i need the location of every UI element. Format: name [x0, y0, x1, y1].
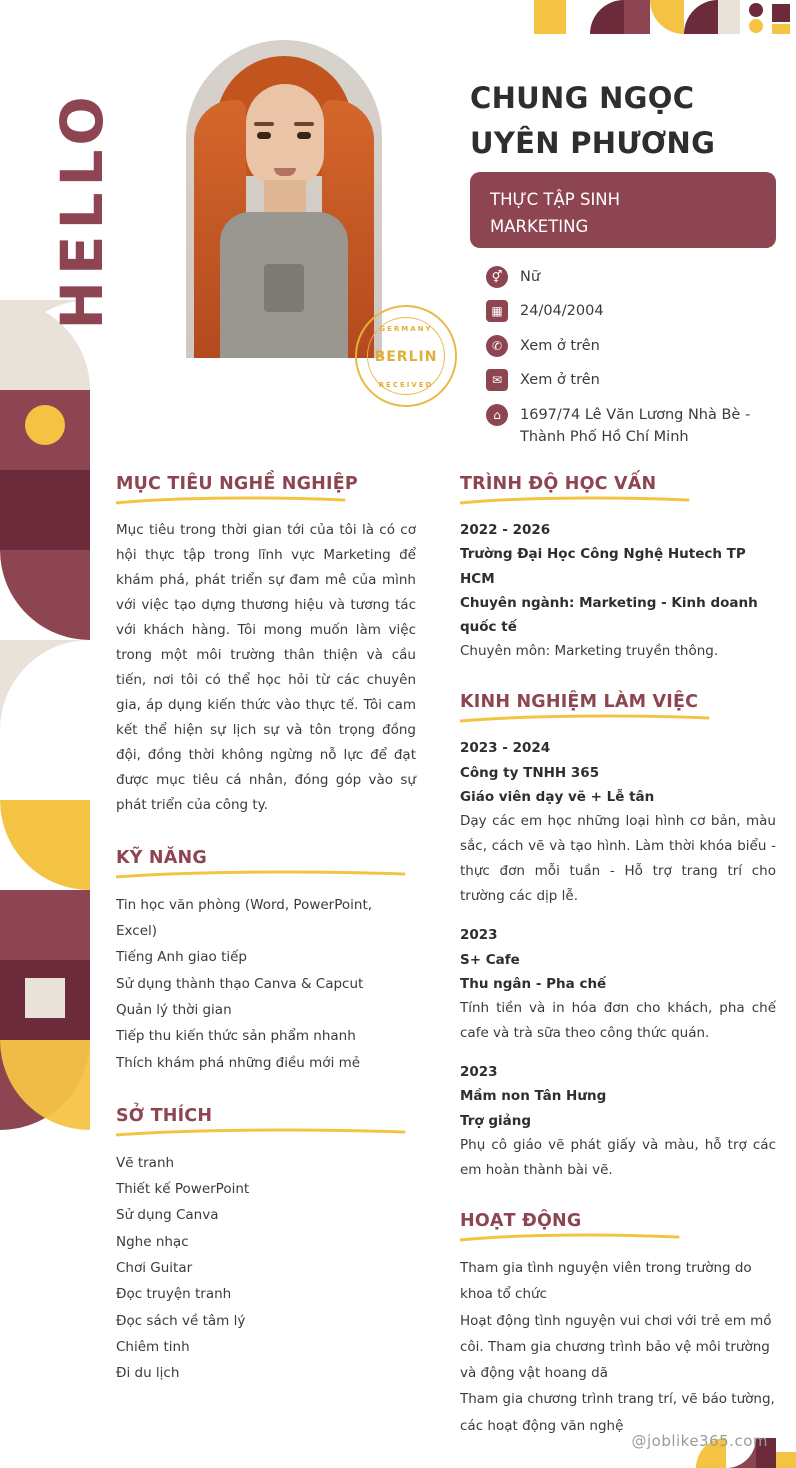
experience-years: 2023: [460, 1064, 498, 1081]
section-underline: [460, 714, 776, 724]
mail-icon: ✉: [486, 369, 508, 391]
stamp-badge: [355, 305, 457, 407]
profile-photo: [186, 40, 382, 358]
experience-years: 2023 - 2024: [460, 740, 551, 757]
calendar-icon: ▦: [486, 300, 508, 322]
objective-text: Mục tiêu trong thời gian tới của tôi là có cơ hội thực tập trong lĩnh vực Marketing để khám phá, phát triển sự đam mê của mình với việc tạo dựng thương hiệu và tương tác với khách hàng. Tôi mong muốn làm việc trong một môi trường thân thiện và cầu tiến, nơi tôi có thể học hỏi từ các chuyên gia, áp dụng kiến thức vào thực tế. Tôi cam kết thể hiện sự lịch sự và tôn trọng đồng đội, đồng thời không ngừng nỗ lực để đạt được mục tiêu cá nhân, đóng góp vào sự phát triển của công ty.: [116, 522, 416, 813]
list-item: Hoạt động tình nguyện vui chơi với trẻ em mồ côi. Tham gia chương trình bảo vệ môi trường và động vật hoang dã: [460, 1312, 772, 1382]
section-title-hobbies: SỞ THÍCH: [116, 1105, 213, 1126]
section-underline: [116, 1128, 416, 1138]
left-column: [116, 474, 416, 1395]
education-entry: [460, 518, 776, 664]
list-item: Đi du lịch: [116, 1365, 180, 1382]
stamp-bottom-text: RECEIVED: [378, 381, 434, 389]
section-underline: [116, 496, 416, 506]
list-item: Tin học văn phòng (Word, PowerPoint, Excel): [116, 896, 373, 939]
list-item: Tham gia tình nguyện viên trong trường do khoa tổ chức: [460, 1259, 752, 1303]
name-line-2: UYÊN PHƯƠNG: [470, 125, 716, 160]
education-years: 2022 - 2026: [460, 522, 551, 538]
stamp-center-text: BERLIN: [374, 349, 438, 365]
experience-company: Công ty TNHH 365: [460, 764, 600, 781]
contact-item-email[interactable]: [486, 369, 786, 391]
list-item: Đọc truyện tranh: [116, 1286, 232, 1303]
education-school: Trường Đại Học Công Nghệ Hutech TP HCM: [460, 546, 746, 587]
contact-value-phone: Xem ở trên: [520, 337, 600, 354]
list-item: Sử dụng Canva: [116, 1207, 219, 1224]
list-item: Đọc sách về tâm lý: [116, 1312, 246, 1329]
contact-item-address: [486, 404, 786, 449]
section-title-activities: HOẠT ĐỘNG: [460, 1210, 582, 1231]
experience-entry: [460, 1060, 776, 1183]
experience-years: 2023: [460, 927, 498, 944]
skills-list: [116, 892, 416, 1076]
experience-desc: Tính tiền và in hóa đơn cho khách, pha chế cafe và trà sữa theo công thức quán.: [460, 1000, 776, 1042]
list-item: Nghe nhạc: [116, 1233, 189, 1250]
list-item: Chiêm tinh: [116, 1339, 190, 1355]
job-title-line-1: THỰC TẬP SINH: [490, 190, 621, 209]
contact-item-phone[interactable]: [486, 335, 786, 357]
contact-item-birthdate: [486, 300, 786, 322]
job-title-badge: [470, 172, 776, 248]
experience-desc: Dạy các em học những loại hình cơ bản, màu sắc, cách vẽ và tạo hình. Làm thời khóa biểu - thực đơn mỗi tuần - Hỗ trợ trang trí cho trường các dịp lễ.: [460, 813, 776, 905]
contact-list: [486, 266, 786, 461]
contact-value-birthdate: 24/04/2004: [520, 303, 604, 320]
list-item: Thích khám phá những điều mới mẻ: [116, 1054, 361, 1071]
contact-value-address: 1697/74 Lê Văn Lương Nhà Bè - Thành Phố Hồ Chí Minh: [520, 406, 751, 446]
gender-icon: ⚥: [486, 266, 508, 288]
list-item: Chơi Guitar: [116, 1260, 193, 1277]
section-title-experience: KINH NGHIỆM LÀM VIỆC: [460, 692, 699, 713]
candidate-name: [470, 76, 780, 166]
home-icon: ⌂: [486, 404, 508, 426]
section-title-objective: MỤC TIÊU NGHỀ NGHIỆP: [116, 474, 358, 494]
list-item: Tiếng Anh giao tiếp: [116, 949, 248, 966]
experience-role: Thu ngân - Pha chế: [460, 975, 607, 992]
list-item: Thiết kế PowerPoint: [116, 1181, 250, 1198]
experience-role: Giáo viên dạy vẽ + Lễ tân: [460, 789, 655, 806]
list-item: Quản lý thời gian: [116, 1001, 232, 1018]
list-item: Sử dụng thành thạo Canva & Capcut: [116, 975, 364, 992]
watermark: @joblike365.com: [631, 1432, 768, 1450]
phone-icon: ✆: [486, 335, 508, 357]
experience-role: Trợ giảng: [460, 1112, 532, 1129]
stamp-top-text: GERMANY: [379, 325, 433, 333]
contact-item-gender: [486, 266, 786, 288]
contact-value-email: Xem ở trên: [520, 372, 600, 389]
section-title-skills: KỸ NĂNG: [116, 847, 207, 868]
section-title-education: TRÌNH ĐỘ HỌC VẤN: [460, 474, 657, 494]
section-underline: [460, 496, 776, 506]
education-major: Chuyên ngành: Marketing - Kinh doanh quốc tế: [460, 594, 758, 636]
job-title-line-2: MARKETING: [490, 217, 589, 237]
experience-desc: Phụ cô giáo vẽ phát giấy và màu, hỗ trợ các em hoàn thành bài vẽ.: [460, 1136, 776, 1178]
hobbies-list: [116, 1150, 416, 1387]
section-underline: [460, 1233, 776, 1243]
experience-entry: [460, 736, 776, 909]
list-item: Tiếp thu kiến thức sản phẩm nhanh: [116, 1028, 356, 1045]
list-item: Vẽ tranh: [116, 1154, 175, 1171]
hello-text: HELLO: [48, 90, 116, 330]
contact-value-gender: Nữ: [520, 269, 541, 285]
experience-company: S+ Cafe: [460, 951, 520, 968]
name-line-1: CHUNG NGỌC: [470, 81, 695, 115]
section-underline: [116, 870, 416, 880]
list-item: Tham gia chương trình trang trí, vẽ báo tường, các hoạt động văn nghệ: [460, 1391, 775, 1434]
education-desc: Chuyên môn: Marketing truyền thông.: [460, 643, 719, 660]
experience-entry: [460, 923, 776, 1046]
right-column: [460, 474, 776, 1447]
top-decoration: [534, 0, 796, 34]
experience-company: Mầm non Tân Hưng: [460, 1088, 607, 1105]
